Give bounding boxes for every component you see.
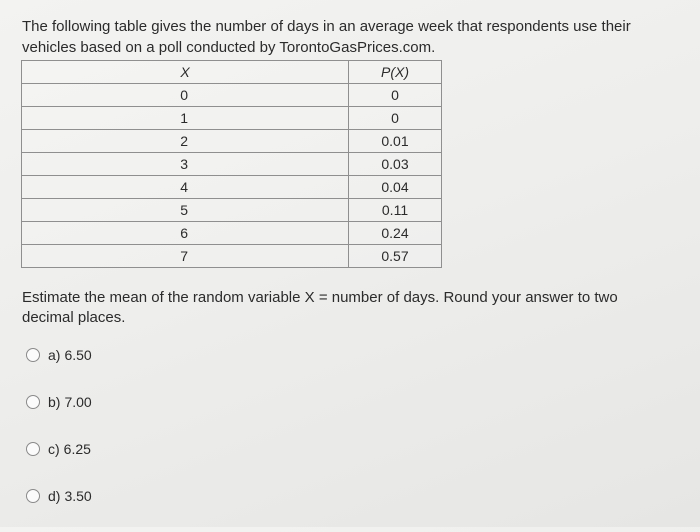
question-text: Estimate the mean of the random variable X = number of days. Round your answer to two decimal places. (22, 289, 618, 326)
header-px: P(X) (349, 61, 442, 84)
option-c[interactable] (26, 438, 92, 460)
radio-button[interactable] (26, 348, 40, 362)
cell-px: 0.11 (349, 199, 442, 222)
option-value: 3.50 (64, 488, 92, 504)
cell-px: 0.57 (349, 245, 442, 268)
cell-x: 5 (22, 199, 349, 222)
cell-x: 1 (22, 107, 349, 130)
option-d[interactable] (26, 485, 92, 507)
table-row (22, 107, 442, 130)
radio-button[interactable] (26, 489, 40, 503)
cell-x: 3 (22, 153, 349, 176)
table-header-row (22, 61, 442, 84)
cell-px: 0 (349, 107, 442, 130)
table-row (22, 176, 442, 199)
cell-px: 0.04 (349, 176, 442, 199)
table-row (22, 84, 442, 107)
option-b[interactable] (26, 391, 92, 413)
option-letter: a) (48, 347, 61, 363)
table-row (22, 153, 442, 176)
option-letter: b) (48, 394, 61, 410)
radio-button[interactable] (26, 395, 40, 409)
cell-px: 0.24 (349, 222, 442, 245)
cell-x: 6 (22, 222, 349, 245)
cell-x: 2 (22, 130, 349, 153)
cell-px: 0.03 (349, 153, 442, 176)
probability-table (21, 60, 442, 268)
answer-options (26, 344, 92, 532)
table-row (22, 199, 442, 222)
option-value: 7.00 (64, 394, 92, 410)
cell-px: 0.01 (349, 130, 442, 153)
table-row (22, 222, 442, 245)
option-value: 6.50 (64, 347, 92, 363)
cell-px: 0 (349, 84, 442, 107)
cell-x: 7 (22, 245, 349, 268)
cell-x: 4 (22, 176, 349, 199)
header-x: X (22, 61, 349, 84)
table-row (22, 245, 442, 268)
intro-text: The following table gives the number of days in an average week that respondents use their vehicles based on a poll conducted by TorontoGasPrices.com. (22, 18, 631, 56)
option-letter: d) (48, 488, 61, 504)
table-row (22, 130, 442, 153)
option-value: 6.25 (63, 441, 91, 457)
option-letter: c) (48, 441, 60, 457)
radio-button[interactable] (26, 442, 40, 456)
option-a[interactable] (26, 344, 92, 366)
cell-x: 0 (22, 84, 349, 107)
